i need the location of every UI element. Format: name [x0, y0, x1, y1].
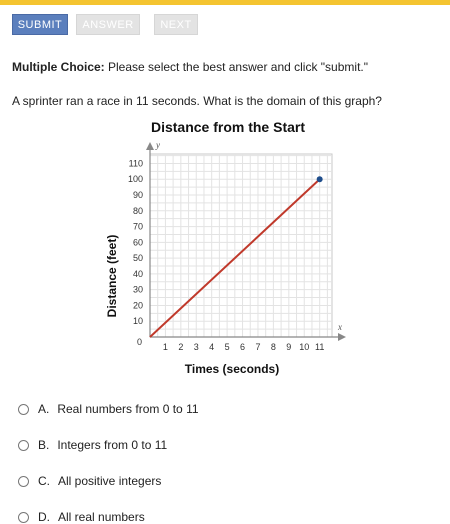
radio-button[interactable]: [18, 512, 29, 523]
y-tick-label: 110: [128, 158, 143, 169]
top-accent-bar: [0, 0, 450, 5]
chart-grid: [150, 154, 332, 337]
radio-button[interactable]: [18, 440, 29, 451]
x-tick-label: 4: [209, 342, 215, 352]
x-axis-letter: x: [338, 322, 342, 332]
choice-text: Real numbers from 0 to 11: [57, 402, 199, 416]
x-tick-label: 8: [270, 342, 276, 352]
x-tick-label: 10: [299, 342, 310, 352]
x-tick-label: 9: [286, 342, 292, 352]
x-tick-label: 3: [193, 342, 199, 352]
submit-button[interactable]: SUBMIT: [12, 14, 68, 35]
choice-c[interactable]: [18, 474, 161, 488]
x-tick-label: 6: [240, 342, 246, 352]
y-tick-label: 40: [132, 268, 143, 279]
y-tick-label: 90: [132, 190, 143, 201]
x-axis-label: Times (seconds): [184, 362, 280, 376]
choice-letter: A.: [38, 402, 50, 416]
choice-text: All real numbers: [58, 510, 145, 524]
y-tick-label: 80: [132, 205, 143, 216]
choice-letter: C.: [38, 474, 50, 488]
answer-button[interactable]: ANSWER: [76, 14, 140, 35]
distance-chart: [100, 116, 360, 386]
radio-button[interactable]: [18, 476, 29, 487]
x-tick-label: 1: [162, 342, 168, 352]
choice-text: Integers from 0 to 11: [57, 438, 168, 452]
instruction-text: Please select the best answer and click "submit.": [108, 60, 368, 74]
y-tick-label: 60: [132, 237, 143, 248]
origin-label: 0: [136, 337, 142, 347]
y-axis-arrow: [146, 142, 154, 150]
endpoint-dot: [317, 176, 323, 182]
y-tick-label: 50: [132, 253, 143, 264]
x-tick-label: 2: [178, 342, 184, 352]
y-axis-label: Distance (feet): [105, 234, 119, 318]
choice-a[interactable]: [18, 402, 199, 416]
y-tick-label: 20: [132, 300, 143, 311]
y-axis-letter: y: [156, 140, 160, 150]
y-tick-label: 10: [132, 316, 143, 327]
choice-d[interactable]: [18, 510, 145, 524]
radio-button[interactable]: [18, 404, 29, 415]
instructions: [12, 60, 368, 74]
y-tick-label: 100: [127, 174, 143, 185]
choice-text: All positive integers: [58, 474, 162, 488]
x-tick-label: 7: [255, 342, 261, 352]
question-text: A sprinter ran a race in 11 seconds. What is the domain of this graph?: [12, 94, 382, 108]
chart-title: Distance from the Start: [150, 119, 306, 135]
instruction-heading: Multiple Choice:: [12, 60, 105, 74]
choice-b[interactable]: [18, 438, 167, 452]
choice-letter: D.: [38, 510, 50, 524]
x-tick-label: 11: [314, 342, 325, 352]
y-tick-label: 30: [132, 284, 143, 295]
x-axis-arrow: [338, 333, 346, 341]
x-tick-label: 5: [224, 342, 230, 352]
next-button[interactable]: NEXT: [154, 14, 198, 35]
y-tick-label: 70: [132, 221, 143, 232]
choice-letter: B.: [38, 438, 50, 452]
